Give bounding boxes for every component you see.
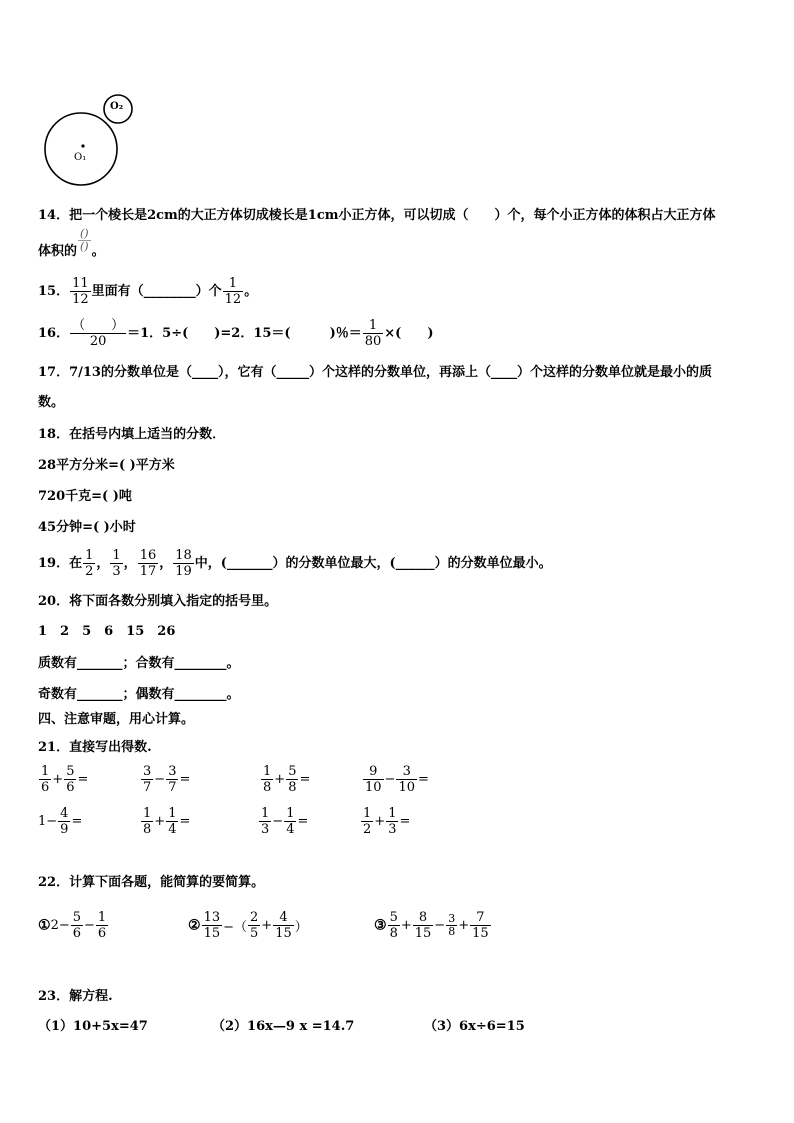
question-18-a: 28平方分米=( )平方米	[38, 458, 175, 473]
fraction-1-2: $\frac{1}{2}$	[85, 548, 94, 579]
calc-2: ② $\frac{13}{15}$ −（ $\frac{2}{5}$ + $\frac{4}{15}$ ）	[188, 910, 308, 941]
circle-o1	[45, 113, 117, 185]
question-17-line2: 数。	[38, 395, 65, 410]
label-o2: O₂	[110, 101, 124, 112]
expr-2: $\frac{3}{7}$ − $\frac{3}{7}$ =	[143, 764, 191, 795]
fraction-18-19: $\frac{18}{19}$	[175, 548, 192, 579]
question-14-line2: 体积的 $\frac{()}{()}$ 。	[38, 227, 105, 259]
question-15: 15． $\frac{11}{12}$ 里面有（________）个 $\frac{1}{12}$ 。	[38, 276, 258, 307]
question-23-title: 23．解方程.	[38, 989, 113, 1004]
question-18-b: 720千克=( )吨	[38, 489, 132, 504]
fraction-blank: $\frac{()}{()}$	[80, 227, 89, 253]
question-17-line1: 17．7/13的分数单位是（____），它有（_____）个这样的分数单位，再添上（____）个这样的分数单位就是最小的质	[38, 365, 712, 380]
question-18-title: 18．在括号内填上适当的分数．	[38, 427, 226, 442]
question-20-title: 20．将下面各数分别填入指定的括号里。	[38, 594, 278, 609]
expr-3: $\frac{1}{8}$ + $\frac{5}{8}$ =	[263, 764, 311, 795]
circle-figure	[40, 92, 140, 192]
question-21-title: 21．直接写出得数.	[38, 740, 152, 755]
expr-8: $\frac{1}{2}$ + $\frac{1}{3}$ =	[363, 806, 411, 837]
expr-1: $\frac{1}{6}$ + $\frac{5}{6}$ =	[41, 764, 89, 795]
expr-7: $\frac{1}{3}$ − $\frac{1}{4}$ =	[261, 806, 309, 837]
equation-3: （3）6x÷6=15	[424, 1019, 525, 1034]
question-18-c: 45分钟=( )小时	[38, 520, 136, 535]
fraction-1-3: $\frac{1}{3}$	[112, 548, 121, 579]
question-20-l2: 奇数有_______；偶数有________。	[38, 687, 240, 702]
calc-1: ①2− $\frac{5}{6}$ − $\frac{1}{6}$	[38, 910, 107, 941]
equation-2: （2）16x—9 x =14.7	[212, 1019, 355, 1034]
question-16: 16． $\frac{( )}{20}$ ＝1．5÷( )=2．15＝( )％＝ $\frac{1}{80}$ ×( )	[38, 318, 434, 349]
fraction-16-17: $\frac{16}{17}$	[139, 548, 157, 579]
question-20-numbers: 1 2 5 6 15 26	[38, 624, 176, 639]
fraction-1-12: $\frac{1}{12}$	[224, 276, 242, 307]
fraction-11-12: $\frac{11}{12}$	[72, 276, 89, 307]
label-o1: O₁	[74, 152, 87, 163]
question-14-line1: 14．把一个棱长是2cm的大正方体切成棱长是1cm小正方体，可以切成（ ）个，每个小正方体的体积占大正方体	[38, 208, 716, 223]
center-dot-o1	[81, 144, 84, 147]
fraction-1-80: $\frac{1}{80}$	[364, 318, 382, 349]
expr-6: $\frac{1}{8}$ + $\frac{1}{4}$ =	[143, 806, 191, 837]
calc-3: ③ $\frac{5}{8}$ + $\frac{8}{15}$ − $\frac{3}{8}$ + $\frac{7}{15}$	[374, 910, 489, 941]
section-4-heading: 四、注意审题，用心计算。	[38, 712, 195, 727]
expr-4: $\frac{9}{10}$ − $\frac{3}{10}$ =	[365, 764, 429, 795]
equation-1: （1）10+5x=47	[38, 1019, 148, 1034]
question-22-title: 22．计算下面各题，能简算的要简算。	[38, 875, 265, 890]
question-20-l1: 质数有_______；合数有________。	[38, 656, 240, 671]
expr-5: 1− $\frac{4}{9}$ =	[38, 806, 83, 837]
question-19: 19．在 $\frac{1}{2}$ ， $\frac{1}{3}$ ， $\frac{16}{17}$ ， $\frac{18}{19}$ 中，(_______）的分数单位最大，(______）的分数单位最小。	[38, 548, 552, 579]
fraction-blank-20: $\frac{( )}{20}$	[72, 318, 125, 349]
